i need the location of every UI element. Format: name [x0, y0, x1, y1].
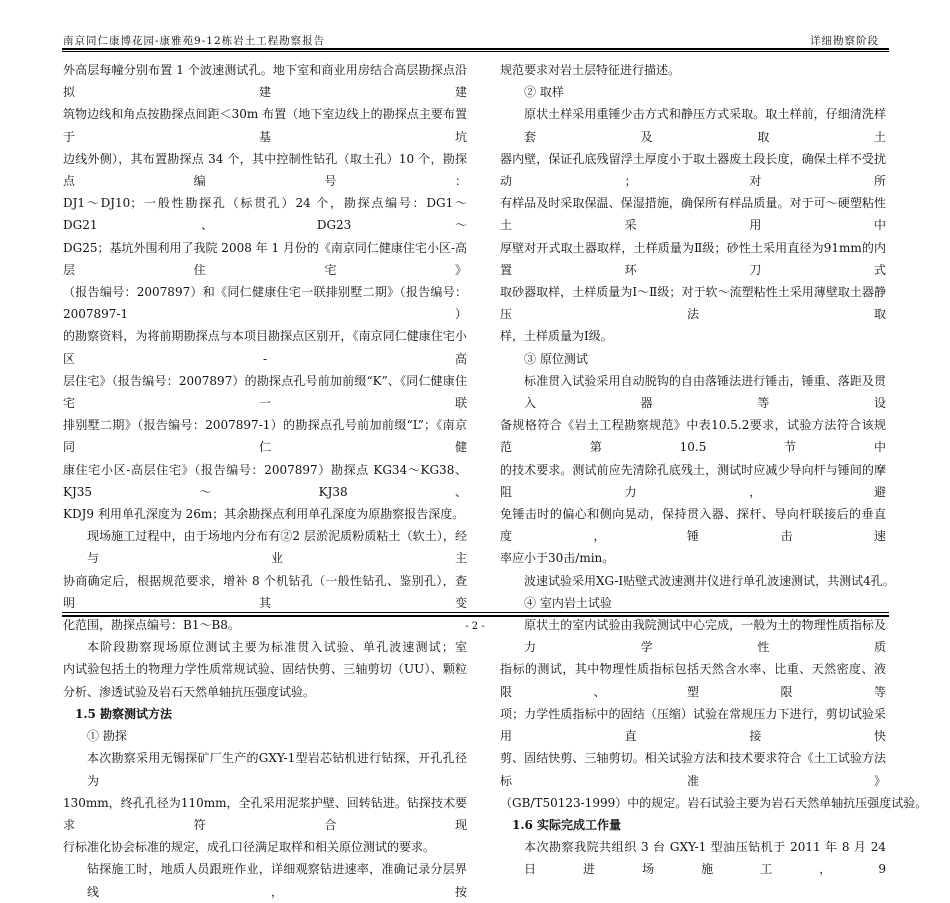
text-line: 剪、固结快剪、三轴剪切。相关试验方法和技术要求符合《土工试验方法标准》 [500, 751, 886, 788]
text-line: 原状土的室内试验由我院测试中心完成，一般为土的物理性质指标及力学性质 [524, 618, 886, 655]
text-line: ④ 室内岩土试验 [524, 595, 612, 610]
text-line: 样，土样质量为Ⅰ级。 [500, 329, 613, 344]
text-line: ② 取样 [524, 85, 564, 100]
text-line: 钻探施工时，地质人员跟班作业，详细观察钻进速率，准确记录分层界线，按 [87, 862, 467, 899]
right-text-column [500, 59, 928, 881]
text-line: ③ 原位测试 [524, 351, 588, 366]
page-number: - 2 - [465, 621, 485, 632]
text-line: 免锤击时的偏心和侧向晃动，保持贯入器、探杆、导向杆联接后的垂直度，锤击速 [500, 507, 886, 544]
text-line: 指标的测试，其中物理性质指标包括天然含水率、比重、天然密度、液限、塑限等 [500, 662, 886, 699]
footer-rule-thick [62, 615, 889, 617]
text-line: DJ1～DJ10；一般性勘探孔（标贯孔）24 个，勘探点编号：DG1～DG21、DG23～ [63, 196, 467, 233]
text-line: 备规格符合《岩土工程勘察规范》中表10.5.2要求，试验方法符合该规范第10.5节中 [500, 418, 886, 455]
text-line: 规范要求对岩土层特征进行描述。 [500, 63, 681, 77]
text-line: 外高层每幢分别布置 1 个波速测试孔。地下室和商业用房结合高层勘探点沿拟建建 [63, 63, 467, 100]
text-line: 1.5 勘察测试方法 [75, 706, 173, 721]
text-line: 率应小于30击/min。 [500, 551, 615, 566]
text-line: 现场施工过程中，由于场地内分布有②2 层淤泥质粉质粘土（软土），经与业主 [87, 529, 467, 566]
text-line: 康住宅小区-高层住宅》（报告编号：2007897）勘探点 KG34～KG38、KJ35～KJ38、 [63, 462, 467, 499]
text-line: 器内壁，保证孔底残留浮土厚度小于取土器废土段长度，确保土样不受扰动；对所 [500, 151, 886, 189]
text-line: 有样品及时采取保温、保湿措施，确保所有样品质量。对于可～硬塑粘性土采用中 [500, 196, 886, 233]
text-line: 1.6 实际完成工作量 [512, 817, 622, 832]
text-line: 的勘察资料，为将前期勘探点与本项目勘探点区别开，《南京同仁健康住宅小区-高 [63, 329, 467, 366]
page-header-title: 南京同仁康博花园-康雅苑9-12栋岩土工程勘察报告 [63, 35, 326, 47]
text-line: 层住宅》（报告编号：2007897）的勘探点孔号前加前缀“K”、《同仁健康住宅一联 [63, 373, 467, 411]
text-line: 原状土样采用重锤少击方式和静压方式采取。取土样前，仔细清洗样套及取土 [524, 107, 886, 144]
text-line: 波速试验采用XG-I贴壁式波速测井仪进行单孔波速测试，共测试4孔。 [524, 573, 895, 588]
left-text-column [63, 59, 467, 903]
footer-rule-thin [62, 612, 889, 613]
text-line: 边线外侧），其布置勘探点 34 个，其中控制性钻孔（取土孔）10 个，勘探点编号： [63, 151, 467, 189]
text-line: 分析、渗透试验及岩石天然单轴抗压强度试验。 [63, 684, 316, 699]
text-line: （GB/T50123-1999）中的规定。岩石试验主要为岩石天然单轴抗压强度试验。 [500, 795, 928, 810]
text-line: 标准贯入试验采用自动脱钩的自由落锤法进行锤击，锤重、落距及贯入器等设 [524, 373, 886, 411]
text-line: 本次勘察采用无锡探矿厂生产的GXY-1型岩芯钻机进行钻探，开孔孔径为 [87, 751, 467, 788]
text-line: （报告编号：2007897）和《同仁健康住宅一联排别墅二期》（报告编号：2007897-1） [63, 285, 467, 322]
header-rule-thick [62, 48, 889, 50]
text-line: 化范围，勘探点编号：B1～B8。 [63, 618, 240, 633]
text-line: 的技术要求。测试前应先清除孔底残土，测试时应减少导向杆与锤间的摩阻力，避 [500, 462, 886, 499]
text-line: 130mm，终孔孔径为110mm，全孔采用泥浆护壁、回转钻进。钻探技术要求符合现 [63, 795, 467, 832]
text-line: 行标准化协会标准的规定，成孔口径满足取样和相关原位测试的要求。 [63, 840, 436, 855]
text-line: 筑物边线和角点按勘探点间距＜30m 布置（地下室边线上的勘探点主要布置于基坑 [63, 107, 467, 144]
text-line: 内试验包括土的物理力学性质常规试验、固结快剪、三轴剪切（UU）、颗粒 [63, 662, 467, 677]
text-line: 项；力学性质指标中的固结（压缩）试验在常规压力下进行，剪切试验采用直接快 [500, 706, 886, 744]
text-line: KDJ9 利用单孔深度为 26m；其余勘探点利用单孔深度为原勘察报告深度。 [63, 507, 465, 522]
text-line: 取砂器取样，土样质量为Ⅰ～Ⅱ级；对于软～流塑粘性土采用薄壁取土器静压法取 [500, 285, 886, 322]
text-line: 排别墅二期》（报告编号：2007897-1）的勘探点孔号前加前缀“L”；《南京同仁健 [63, 418, 467, 455]
text-line: 本阶段勘察现场原位测试主要为标准贯入试验、单孔波速测试；室 [87, 640, 467, 655]
text-line: DG25；基坑外围利用了我院 2008 年 1 月份的《南京同仁健康住宅小区-高层住宅》 [63, 240, 467, 277]
text-line: 本次勘察我院共组织 3 台 GXY-1 型油压钻机于 2011 年 8 月 24 日进场施工，9 [524, 840, 886, 877]
page-header-stage: 详细勘察阶段 [810, 35, 879, 47]
header-rule-thin [62, 51, 889, 52]
text-line: 协商确定后，根据规范要求，增补 8 个机钻孔（一般性钻孔、鉴别孔），查明其变 [63, 573, 467, 610]
text-line: 厚壁对开式取土器取样，土样质量为Ⅱ级；砂性土采用直径为91mm的内置环刀式 [500, 240, 886, 277]
text-line: ① 勘探 [87, 729, 127, 744]
